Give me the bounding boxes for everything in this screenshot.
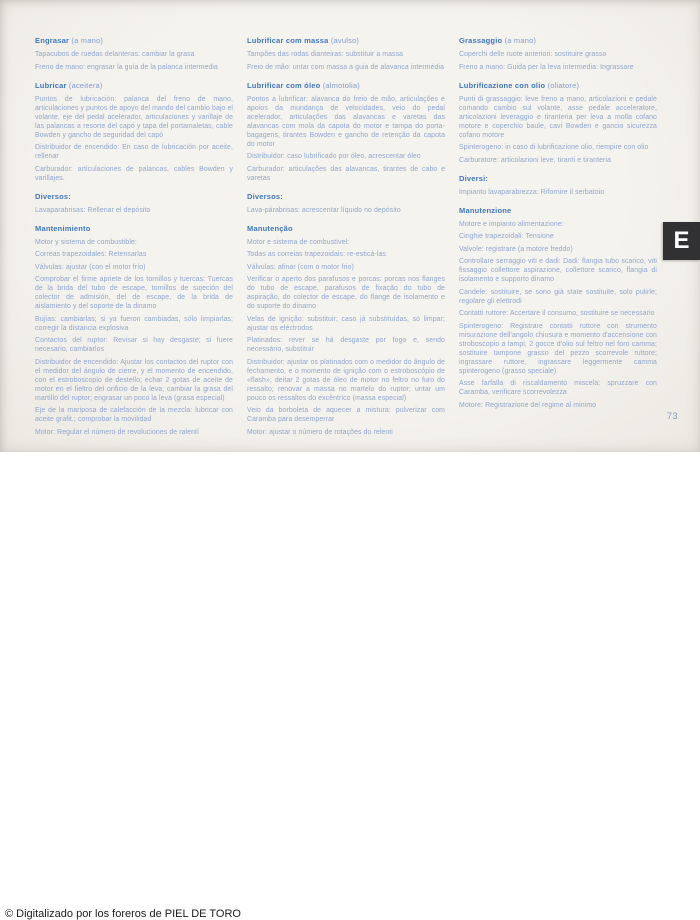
manual-section — [459, 36, 657, 72]
paragraph: Correas trapezoidales: Retensarlas — [35, 251, 147, 258]
section-heading-text: Manutenção — [247, 223, 293, 233]
paragraph: Bujías: cambiarlas; si ya fueron cambiadas, sólo limpiarlas; corregir la distancia explosiva — [35, 315, 233, 332]
section-heading — [35, 81, 233, 91]
paragraph: Carburatore: articolazioni leve, tiranti e tiranteria — [459, 156, 611, 164]
manual-section — [35, 81, 233, 183]
section-heading — [459, 81, 657, 91]
section-heading-suffix: (aceitera) — [68, 80, 103, 90]
manual-section — [459, 174, 657, 197]
paragraph: Lava-párabrisas: acrescentar líquido no depósito — [247, 206, 401, 214]
section-heading — [247, 192, 445, 202]
paragraph: Spinterogeno: Registrare contatti ruttore con strumento misurazione dell'angolo chiusura e momento d'accensione con stroboscopio a lampi, 2 gocce d'olio sul feltro nel foro camma; sostituire tampone grasso del pezzo scorrevole ruttore; ingrassare ruttore, ingrassare leggermente camma spinterogeno (grasso speciale) — [459, 322, 657, 375]
paragraph: Distribuidor: caso lubrificado por óleo, acrescentar óleo — [247, 153, 421, 160]
section-heading-text: Manutenzione — [459, 205, 512, 215]
paragraph: Lavaparabrisas: Rellenar el depósito — [35, 206, 151, 214]
section-heading-suffix: (avulso) — [330, 36, 360, 45]
section-heading-text: Lubrificar com óleo — [247, 80, 321, 90]
section-heading — [247, 36, 445, 46]
manual-section — [459, 81, 657, 165]
section-heading — [35, 192, 233, 202]
section-heading — [35, 36, 233, 46]
paragraph: Válvulas: ajustar (con el motor frío) — [35, 263, 146, 271]
paragraph: Velas de ignição: substituir; caso já substituídas, só limpar; ajustar os eléctrodos — [247, 315, 445, 332]
section-heading-text: Engrasar — [35, 36, 70, 45]
digitization-credit: © Digitalizado por los foreros de PIEL DE TORO — [5, 908, 241, 920]
paragraph: Asse farfalla di riscaldamento miscela: spruzzare con Caramba, verificare scorrevolezza — [459, 380, 657, 396]
paragraph: Eje de la mariposa de calefacción de la mezcla: lubricar con aceite grafit.; comprobar la movilidad — [35, 407, 233, 423]
paragraph: Valvole: registrare (a motore freddo) — [459, 245, 573, 253]
paragraph: Contactos del ruptor: Revisar si hay desgaste; si fuere necesario, cambiarlos — [35, 337, 233, 353]
paragraph: Freno de mano: engrasar la guía de la palanca intermedia — [35, 63, 218, 71]
section-heading — [459, 36, 657, 46]
paragraph: Tapacubos de ruedas delanteras: cambiar la grasa — [35, 51, 195, 58]
paragraph: Contatti ruttore: Accertare il consumo, sostituire se necessario — [459, 310, 655, 317]
manual-section — [35, 224, 233, 437]
section-heading-text: Lubrificazione con olio — [459, 80, 546, 90]
manual-section — [247, 36, 445, 72]
manual-section — [247, 224, 445, 437]
paragraph: Motore e impianto alimentazione: — [459, 220, 564, 228]
paragraph: Punti di grassaggio: leve freno a mano, articolazioni e pedale comando cambio sul volante, asse pedale acceleratore, articolazioni leveraggio e tiranteria per leva a molla cofano motore e coperchio baule, cavi Bowden e gancio sicurezza cofano motore — [459, 95, 657, 139]
page-number: 73 — [667, 411, 679, 421]
paragraph: Distribuidor: ajustar os platinados com o medidor do ângulo de fechamento, e o momento de ignição com o estroboscópio de «flash»; deitar 2 gotas de óleo de motor no feltro no furo do ressalto; renovar a massa no martelo do ruptor; untar um pouco os ressaltos do excêntrico (massa especial) — [247, 358, 445, 402]
scanned-manual-page — [0, 0, 700, 452]
text-column-spanish — [35, 36, 233, 446]
section-heading-suffix: (oliatore) — [547, 80, 580, 90]
section-heading-text: Lubricar — [35, 80, 67, 90]
section-heading-suffix: (a mano) — [504, 36, 537, 45]
paragraph: Comprobar el firme apriete de los tornillos y tuercas: Tuercas de la brida del tubo de escape, tornillos de sujeción del colector de admisión, del de escape, de la brida de aislamiento y del soporte de la dinamo — [35, 276, 233, 310]
paragraph: Platinados: rever se há desgaste por fogo e, sendo necessário, substituir — [247, 337, 445, 353]
section-heading — [459, 174, 657, 184]
paragraph: Candele: sostituire, se sono già state sostituite, solo pulirle; regolare gli elettrodi — [459, 288, 657, 305]
section-heading-text: Diversos: — [247, 191, 283, 201]
paragraph: Cinghie trapezoidali: Tensione — [459, 233, 554, 240]
text-column-portuguese — [247, 36, 445, 446]
section-heading-text: Lubrificar com massa — [247, 36, 329, 45]
section-heading — [35, 224, 233, 234]
paragraph: Motor: Regular el número de revoluciones de ralentí — [35, 428, 200, 436]
section-index-letter: E — [673, 227, 690, 254]
paragraph: Controllare serraggio viti e dadi: Dadi: flangia tubo scarico, viti fissaggio collettore aspirazione, collettore scarico, flangia di isolamento e supporto dinamo — [459, 258, 657, 283]
paragraph: Puntos de lubricación: palanca del freno de mano, articulaciones y puntos de apoyo del mando del cambio bajo el volante, eje del pedal acelerador, articulaciones y varillaje de las palancas a resorte del capó y tapa del portamaletas, cable Bowden y gancho de seguridad del capó — [35, 95, 234, 139]
section-heading — [247, 224, 445, 234]
section-heading — [459, 206, 657, 216]
manual-section — [35, 192, 233, 215]
section-heading-text: Mantenimiento — [35, 223, 91, 233]
section-heading-suffix: (almotolia) — [322, 80, 360, 90]
section-index-tab — [663, 222, 700, 260]
section-heading — [247, 81, 445, 91]
section-heading-suffix: (a mano) — [71, 36, 104, 45]
paragraph: Freio de mão: untar com massa a guia de alavanca intermédia — [247, 63, 445, 71]
manual-section — [247, 192, 445, 215]
section-heading-text: Diversos: — [35, 191, 71, 201]
paragraph: Tampões das rodas dianteiras: substituir a massa — [247, 51, 404, 58]
paragraph: Motor y sistema de combustible: — [35, 238, 137, 246]
paragraph: Motor e sistema de combustível: — [247, 238, 350, 246]
paragraph: Pontos a lubrificar: alavanca do freio de mão, articulações e apoios da mundança de velocidades, veio do pedal acelerador, articulações das alavancas e varetas das alavancas com mola da capota do motor e tampa do porta-bagagens, tirantes Bowden e gancho de retenção da capota do motor — [247, 95, 445, 148]
paragraph: Veio da borboleta de aquecer a mistura: pulverizar com Caramba para desemperrar — [247, 407, 445, 423]
section-heading-text: Diversi: — [459, 173, 489, 183]
paragraph: Motor: ajustar o número de rotações do relenti — [247, 428, 393, 436]
manual-section — [247, 81, 445, 183]
paragraph: Impianto lavaparabrezza: Rifornire il serbatoio — [459, 188, 605, 196]
paragraph: Carburador: articulações das alavancas, tirantes de cabo e varetas — [247, 165, 445, 182]
paragraph: Válvulas: afinar (com o motor frio) — [247, 263, 354, 271]
paragraph: Motore: Registrazione del regime al minimo — [459, 401, 597, 409]
paragraph: Carburador: articulaciones de palancas, cables Bowden y varillajes. — [35, 165, 233, 182]
text-column-italian — [459, 36, 657, 419]
paragraph: Coperchi delle ruote anteriori: sostituire grasso — [459, 51, 607, 58]
manual-section — [35, 36, 233, 72]
paragraph: Distribuidor de encendido: En caso de lubricación por aceite, rellenar — [35, 144, 233, 160]
section-heading-text: Grassaggio — [459, 36, 503, 45]
paragraph: Spinterogeno: in caso di lubrificazione olio, riempire con olio — [459, 144, 649, 151]
paragraph: Freno a mano: Guida per la leva intermedia: Ingrassare — [459, 63, 634, 71]
paragraph: Verificar o aperto dos parafusos e porcas: porcas nos flanges do tubo de escape, parafusos de fixação do tubo de aspiração, do colector de escape, do flange de isolamento e do suporte do dínamo — [247, 276, 445, 310]
paragraph: Todas as correias trapezoidais: re-esticá-las — [247, 251, 386, 258]
footer-strip — [0, 452, 700, 920]
manual-section — [459, 206, 657, 410]
paragraph: Distribuidor de encendido: Ajustar los contactos del ruptor con el medidor del ángulo de cierre, y el momento de encendido, con el estroboscopio de destello; echar 2 gotas de aceite de motor en el fieltro del orificio de la leva; cambiar la grasa del martillo del ruptor; engrasar un poco la leva (grasa especial) — [35, 358, 233, 402]
